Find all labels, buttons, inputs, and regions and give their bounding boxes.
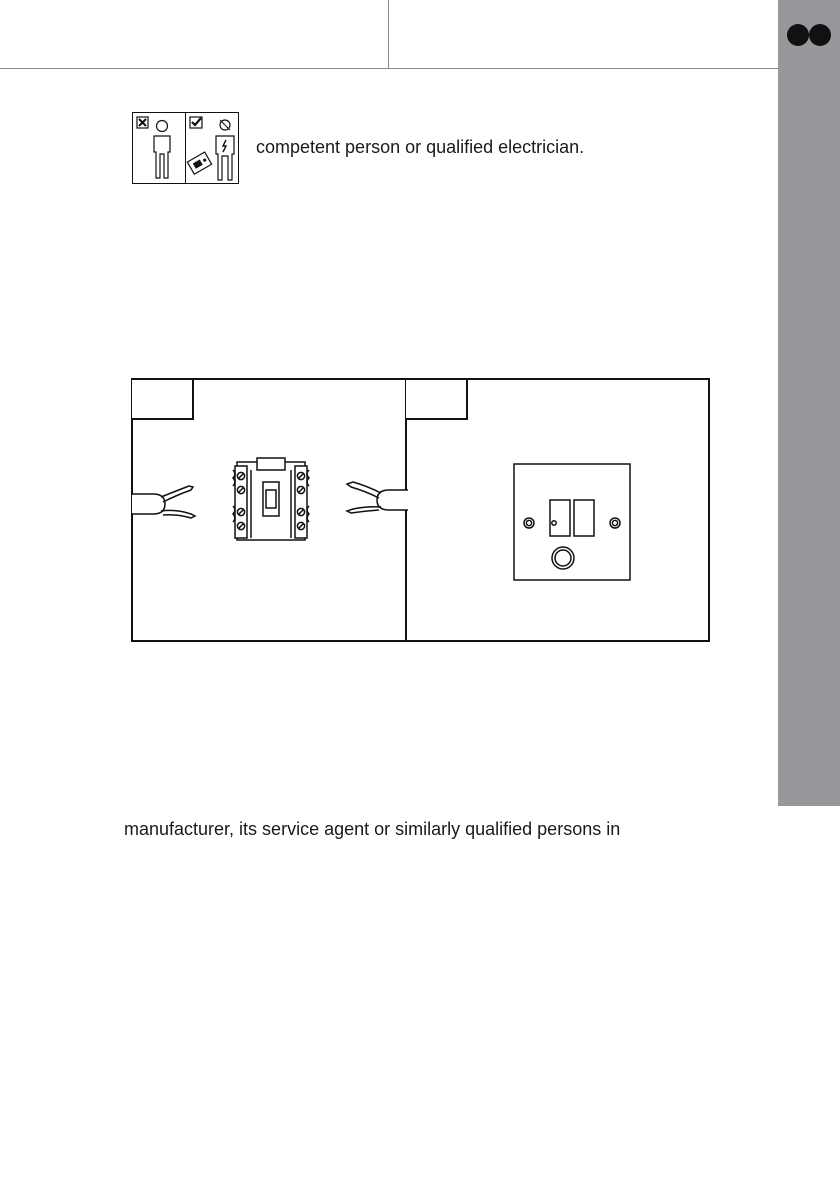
header-rule: [0, 68, 778, 69]
side-tab: [778, 0, 840, 806]
page-dot: [787, 24, 809, 46]
page-dot: [809, 24, 831, 46]
manufacturer-text: manufacturer, its service agent or similarly qualified persons in: [124, 819, 621, 839]
panel-b-tab: [406, 379, 467, 419]
wall-plate-switch-icon: [514, 464, 630, 580]
competent-person-text: competent person or qualified electrician.: [256, 137, 585, 157]
installation-figure: [131, 378, 710, 642]
panel-a-tab: [132, 379, 193, 419]
header-divider: [388, 0, 389, 68]
page-marker-icon: [786, 24, 832, 48]
qualified-person-pictogram: [132, 112, 239, 184]
